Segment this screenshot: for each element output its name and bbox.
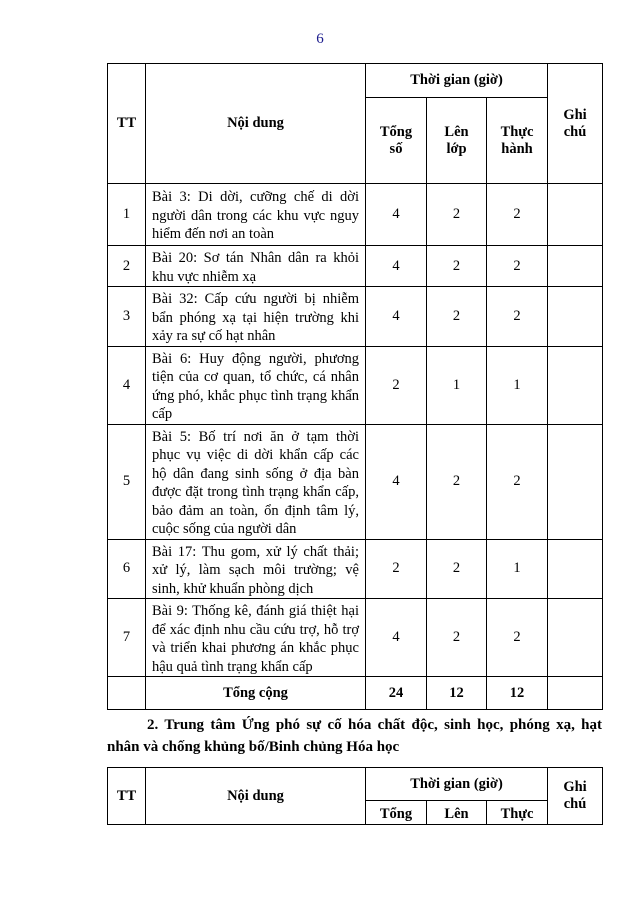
total-practice: 12 <box>487 677 548 710</box>
total-tt <box>108 677 146 710</box>
header-content: Nội dung <box>146 64 366 184</box>
total-note <box>548 677 603 710</box>
row-practice: 2 <box>487 184 548 246</box>
header-practice-label: Thực hành <box>500 123 534 157</box>
row-note <box>548 287 603 347</box>
row-total: 4 <box>366 287 427 347</box>
row-content: Bài 3: Di dời, cưỡng chế di dời người dân trong các khu vực nguy hiểm đến nơi an toàn <box>146 184 366 246</box>
page-number: 6 <box>316 31 324 47</box>
total-lecture: 12 <box>427 677 487 710</box>
row-practice: 1 <box>487 539 548 599</box>
total-total: 24 <box>366 677 427 710</box>
row-note <box>548 184 603 246</box>
header-tt: TT <box>108 768 146 825</box>
table-row <box>108 246 603 287</box>
table-row <box>108 539 603 599</box>
header-practice <box>487 98 548 184</box>
table-row <box>108 599 603 677</box>
row-note <box>548 346 603 424</box>
row-lecture: 2 <box>427 287 487 347</box>
row-lecture: 2 <box>427 246 487 287</box>
row-content: Bài 32: Cấp cứu người bị nhiễm bẩn phóng xạ tại hiện trường khi xảy ra sự cố hạt nhân <box>146 287 366 347</box>
row-content: Bài 17: Thu gom, xử lý chất thải; xử lý, làm sạch môi trường; vệ sinh, khử khuẩn phòng dịch <box>146 539 366 599</box>
row-note <box>548 599 603 677</box>
section-heading: 2. Trung tâm Ứng phó sự cố hóa chất độc, sinh học, phóng xạ, hạt nhân và chống khủng bố/Binh chủng Hóa học <box>107 717 602 755</box>
header-total <box>366 98 427 184</box>
row-tt: 6 <box>108 539 146 599</box>
row-practice: 2 <box>487 246 548 287</box>
row-total: 4 <box>366 599 427 677</box>
training-schedule-table <box>107 63 603 710</box>
table-row <box>108 424 603 539</box>
row-lecture: 2 <box>427 599 487 677</box>
row-tt: 4 <box>108 346 146 424</box>
row-practice: 2 <box>487 599 548 677</box>
header-total: Tổng <box>366 801 427 825</box>
row-tt: 1 <box>108 184 146 246</box>
row-lecture: 2 <box>427 424 487 539</box>
row-practice: 2 <box>487 287 548 347</box>
header-tt: TT <box>108 64 146 184</box>
row-practice: 1 <box>487 346 548 424</box>
header-lecture: Lên <box>427 801 487 825</box>
row-total: 4 <box>366 246 427 287</box>
header-note-label: Ghi chú <box>563 106 587 140</box>
total-row <box>108 677 603 710</box>
row-total: 2 <box>366 346 427 424</box>
table-row <box>108 184 603 246</box>
total-label: Tổng cộng <box>146 677 366 710</box>
row-note <box>548 246 603 287</box>
row-tt: 2 <box>108 246 146 287</box>
row-tt: 3 <box>108 287 146 347</box>
row-note <box>548 424 603 539</box>
header-practice: Thực <box>487 801 548 825</box>
header-row <box>108 64 603 98</box>
header-total-label: Tổng số <box>379 123 413 157</box>
row-lecture: 1 <box>427 346 487 424</box>
header-time-group: Thời gian (giờ) <box>366 768 548 801</box>
row-content: Bài 9: Thống kê, đánh giá thiệt hại để xác định nhu cầu cứu trợ, hỗ trợ và triển khai phương án khắc phục hậu quả tình trạng khẩn cấp <box>146 599 366 677</box>
row-lecture: 2 <box>427 539 487 599</box>
table-row <box>108 346 603 424</box>
training-schedule-table-2 <box>107 767 603 825</box>
header-note-label: Ghi chú <box>563 779 587 812</box>
table-row <box>108 287 603 347</box>
header-time-group: Thời gian (giờ) <box>366 64 548 98</box>
row-note <box>548 539 603 599</box>
header-lecture-label: Lên lớp <box>444 123 469 157</box>
row-content: Bài 6: Huy động người, phương tiện của cơ quan, tổ chức, cá nhân ứng phó, khắc phục tình trạng khẩn cấp <box>146 346 366 424</box>
header-note <box>548 64 603 184</box>
row-practice: 2 <box>487 424 548 539</box>
header-lecture <box>427 98 487 184</box>
row-total: 2 <box>366 539 427 599</box>
row-tt: 5 <box>108 424 146 539</box>
row-total: 4 <box>366 184 427 246</box>
header-row <box>108 768 603 801</box>
row-tt: 7 <box>108 599 146 677</box>
row-lecture: 2 <box>427 184 487 246</box>
row-content: Bài 20: Sơ tán Nhân dân ra khỏi khu vực nhiễm xạ <box>146 246 366 287</box>
row-total: 4 <box>366 424 427 539</box>
header-content: Nội dung <box>146 768 366 825</box>
row-content: Bài 5: Bố trí nơi ăn ở tạm thời phục vụ việc di dời khẩn cấp các hộ dân đang sinh sống ở địa bàn được đặt trong tình trạng khẩn cấp, bảo đảm an toàn, ổn định tâm lý, cuộc sống của người dân <box>146 424 366 539</box>
header-note <box>548 768 603 825</box>
